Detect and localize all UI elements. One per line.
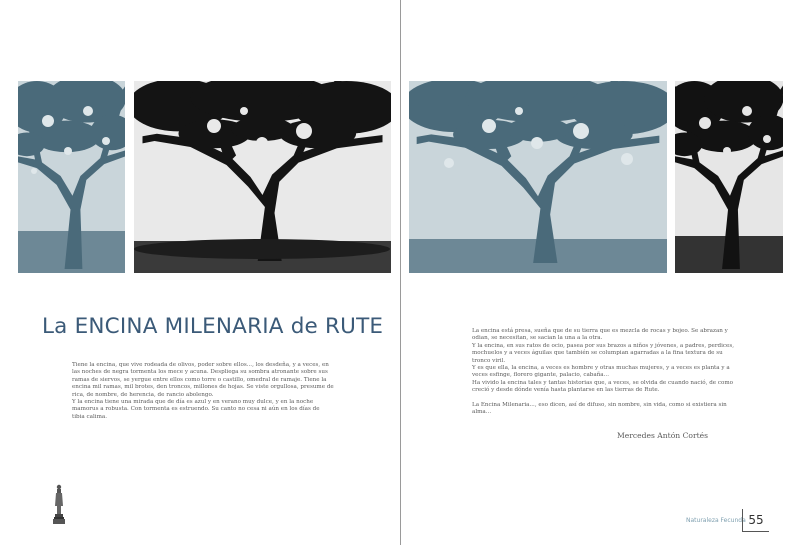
- paragraph: Ha vivido la encina tales y tantas historias que, a veces, se olvida de cuando nació, de como creció y desde dónde venía hasta plantarse en las tierras de Rute.: [472, 379, 734, 394]
- closing-paragraph: La Encina Milenaria..., eso dicen, así de difuso, sin nombre, sin vida, como si existiera sin alma...: [472, 401, 727, 416]
- author-signature: Mercedes Antón Cortés: [617, 431, 709, 440]
- paragraph: Tiene la encina, que vive rodeada de olivos, poder sobre ellos..., los desdeña, y a veces, en las noches de negra tormenta los mece y acuna. Despliega su sombra atronante sobre sus ramas de siervos, se yergue entre ellos como torre o castillo, omedral de ramaje. Tiene la encina mil ramas, mil brotes, den troncos, millones de hojas. Se viste orgullosa, presume de rica, de nombre, de herencia, de rancio abolengo.: [72, 362, 334, 398]
- paragraph: Y la encina, en sus ratos de ocio, pasea por sus brazos a niños y jóvenes, a padres, perdices, mochuelos y a veces águilas que también se columpian agarradas a la fina textura de su tronco viril.: [472, 342, 734, 364]
- tree-photo-dark-narrow: [675, 81, 783, 273]
- right-page: [401, 0, 800, 545]
- tree-photo-blue-wide: [409, 81, 667, 273]
- statue-icon: [53, 484, 65, 524]
- page-number: 55: [742, 509, 769, 532]
- article-title: La ENCINA MILENARIA de RUTE: [42, 314, 384, 339]
- tree-photo-dark-wide: [134, 81, 391, 273]
- article-body-right: [472, 328, 734, 416]
- paragraph: La encina está presa, sueña que de su tierra que es mezcla de rocas y bojeo. Se abrazan y odian, se necesitan, se sacian la una a la otra.: [472, 328, 728, 342]
- paragraph: Y es que ella, la encina, a veces es hombre y otras muchas mujeres, y a veces es planta y a veces esfinge, florero gigante, palacio, cabaña...: [472, 365, 730, 379]
- paragraph: Y la encina tiene una mirada que de día es azul y en verano muy dulce, y en la noche mamorus a robusta. Con tormenta es estruendo. Su canto no cesa ni aún en los días de tibia calima.: [72, 399, 320, 420]
- article-body-left: [72, 362, 334, 421]
- section-label: Naturaleza Fecunda: [686, 517, 746, 524]
- tree-photo-blue-narrow: [18, 81, 125, 273]
